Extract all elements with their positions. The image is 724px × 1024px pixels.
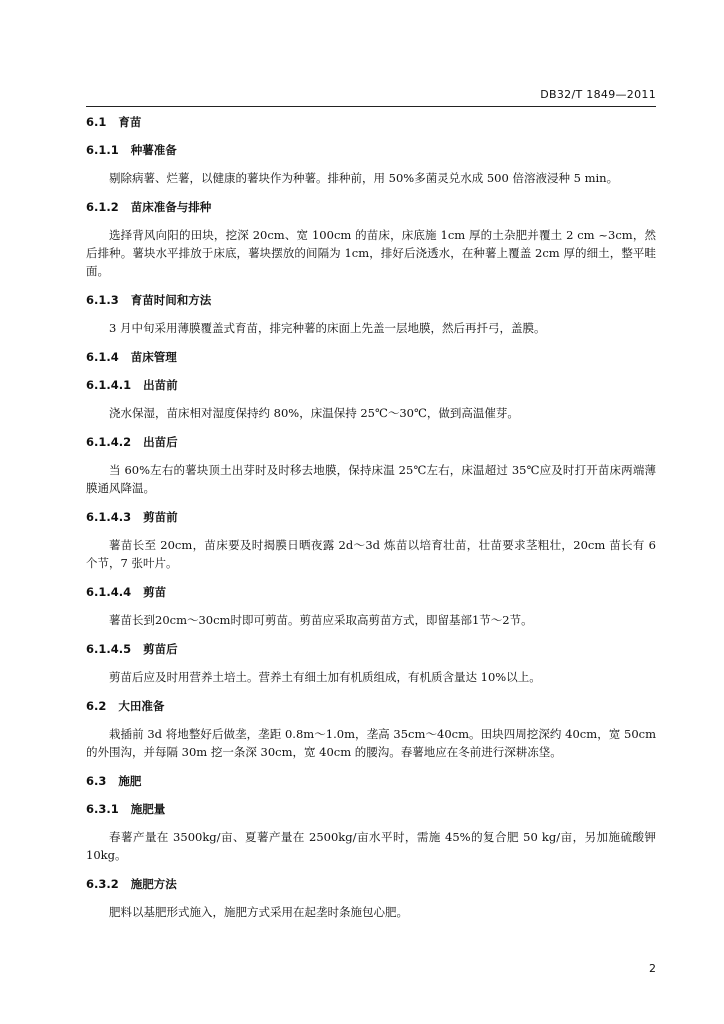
- paragraph: 栽插前 3d 将地整好后做垄，垄距 0.8m～1.0m，垄高 35cm～40cm。田块四周挖深约 40cm，宽 50cm 的外围沟，并每隔 30m 挖一条深 30cm，宽 40cm 的腰沟。春薯地应在冬前进行深耕冻垡。: [86, 727, 656, 759]
- heading-number: 6.1.4.5: [86, 642, 132, 656]
- heading-6-1-4-5: [86, 640, 656, 658]
- heading-number: 6.1.1: [86, 143, 119, 157]
- heading-6-1-4-3: [86, 508, 656, 526]
- heading-title: 施肥量: [130, 802, 166, 816]
- paragraph: 当 60%左右的薯块顶土出芽时及时移去地膜，保持床温 25℃左右，床温超过 35℃应及时打开苗床两端薄膜通风降温。: [86, 463, 656, 495]
- heading-6-1-1: [86, 141, 656, 159]
- heading-title: 剪苗前: [143, 510, 178, 524]
- heading-number: 6.1.3: [86, 293, 119, 307]
- header-rule: [86, 106, 656, 107]
- heading-6-1-4-4: [86, 583, 656, 601]
- heading-6-1-4: [86, 348, 656, 366]
- paragraph: 薯苗长至 20cm，苗床要及时揭膜日晒夜露 2d～3d 炼苗以培育壮苗，壮苗要求茎粗壮，20cm 苗长有 6 个节，7 张叶片。: [86, 538, 656, 570]
- heading-6-3: [86, 772, 656, 790]
- page-number: 2: [649, 962, 656, 975]
- heading-title: 剪苗后: [143, 642, 178, 656]
- heading-number: 6.1: [86, 115, 107, 129]
- heading-title: 出苗后: [143, 435, 178, 449]
- heading-number: 6.1.4.2: [86, 435, 132, 449]
- heading-title: 苗床准备与排种: [130, 200, 212, 214]
- heading-6-1-4-2: [86, 433, 656, 451]
- paragraph: 剪苗后应及时用营养土培土。营养土有细土加有机质组成，有机质含量达 10%以上。: [109, 670, 541, 684]
- document-code: DB32/T 1849—2011: [540, 88, 656, 101]
- heading-6-3-1: [86, 800, 656, 818]
- heading-number: 6.2: [86, 699, 107, 713]
- heading-title: 施肥: [118, 774, 142, 788]
- heading-title: 施肥方法: [130, 877, 177, 891]
- heading-number: 6.3.1: [86, 802, 119, 816]
- heading-title: 出苗前: [143, 378, 178, 392]
- heading-number: 6.3.2: [86, 877, 119, 891]
- heading-number: 6.1.4.3: [86, 510, 132, 524]
- paragraph: 春薯产量在 3500kg/亩、夏薯产量在 2500kg/亩水平时，需施 45%的复合肥 50 kg/亩，另加施硫酸钾 10kg。: [86, 830, 656, 862]
- heading-title: 育苗: [118, 115, 142, 129]
- heading-number: 6.1.2: [86, 200, 119, 214]
- heading-6-1: [86, 113, 656, 131]
- heading-title: 大田准备: [118, 699, 165, 713]
- heading-6-3-2: [86, 875, 656, 893]
- heading-6-1-3: [86, 291, 656, 309]
- paragraph: 3 月中旬采用薄膜覆盖式育苗，排完种薯的床面上先盖一层地膜，然后再扦弓，盖膜。: [109, 321, 546, 335]
- heading-title: 种薯准备: [130, 143, 177, 157]
- paragraph: 浇水保湿，苗床相对湿度保持约 80%，床温保持 25℃～30℃，做到高温催芽。: [109, 406, 519, 420]
- heading-number: 6.3: [86, 774, 107, 788]
- heading-6-1-2: [86, 198, 656, 216]
- heading-number: 6.1.4.1: [86, 378, 132, 392]
- heading-number: 6.1.4: [86, 350, 119, 364]
- heading-title: 育苗时间和方法: [130, 293, 212, 307]
- heading-title: 苗床管理: [130, 350, 177, 364]
- paragraph: 薯苗长到20cm～30cm时即可剪苗。剪苗应采取高剪苗方式，即留基部1节～2节。: [109, 613, 533, 627]
- paragraph: 选择背风向阳的田块，挖深 20cm、宽 100cm 的苗床，床底施 1cm 厚的土杂肥并覆土 2 cm ~3cm，然后排种。薯块水平排放于床底，薯块摆放的间隔为 1cm，排好后浇透水，在种薯上覆盖 2cm 厚的细土，整平畦面。: [86, 228, 656, 278]
- heading-number: 6.1.4.4: [86, 585, 132, 599]
- document-body: [86, 113, 656, 932]
- heading-title: 剪苗: [143, 585, 167, 599]
- paragraph: 剔除病薯、烂薯，以健康的薯块作为种薯。排种前，用 50%多菌灵兑水成 500 倍溶液浸种 5 min。: [109, 171, 619, 185]
- heading-6-2: [86, 697, 656, 715]
- paragraph: 肥料以基肥形式施入，施肥方式采用在起垄时条施包心肥。: [109, 905, 408, 919]
- heading-6-1-4-1: [86, 376, 656, 394]
